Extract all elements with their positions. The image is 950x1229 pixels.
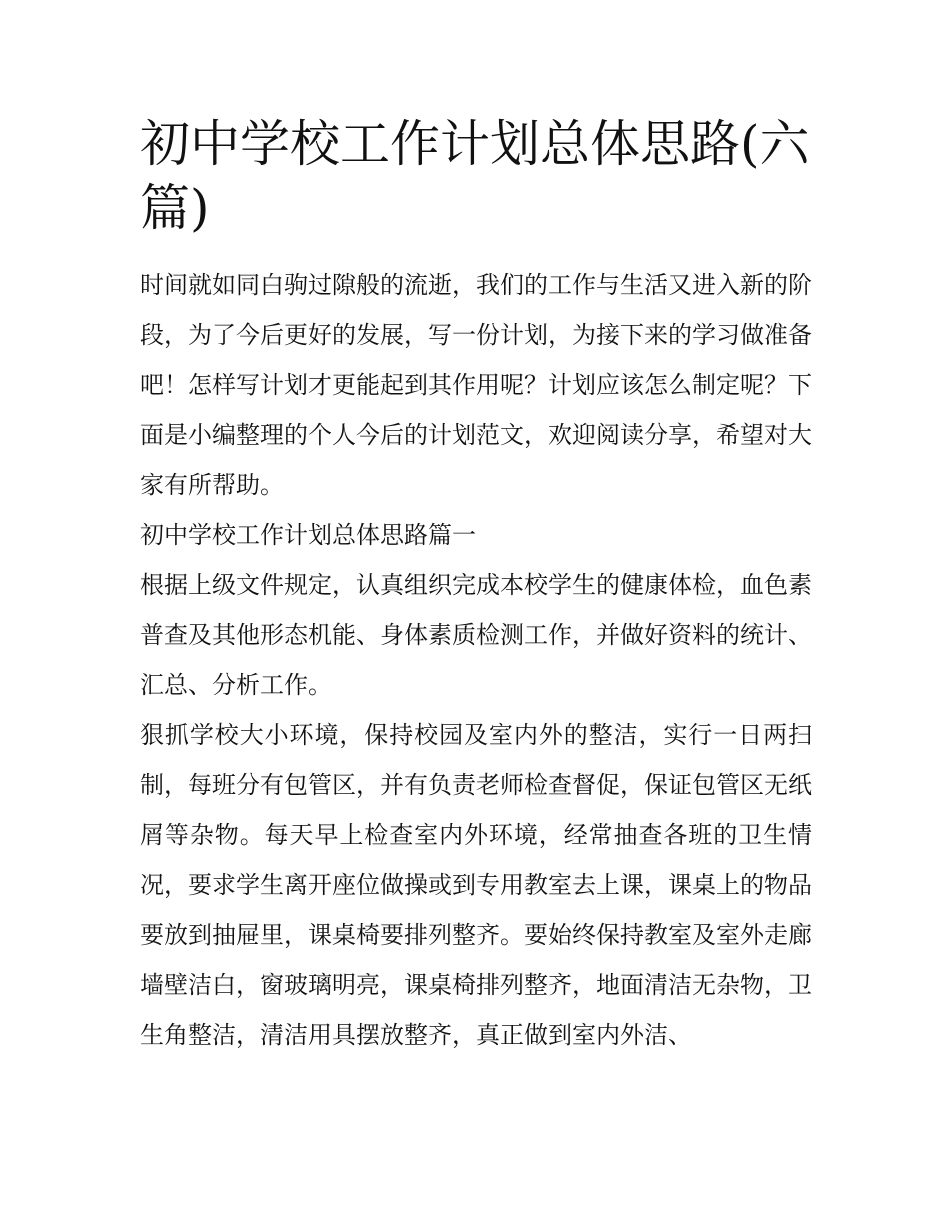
body-paragraph-health-check: 根据上级文件规定，认真组织完成本校学生的健康体检，血色素普查及其他形态机能、身体素质检测工作，并做好资料的统计、汇总、分析工作。 xyxy=(140,571,812,699)
document-title: 初中学校工作计划总体思路(六篇) xyxy=(140,115,810,237)
section-heading: 初中学校工作计划总体思路篇一 xyxy=(140,521,476,549)
document-content xyxy=(140,112,812,1060)
intro-paragraph: 时间就如同白驹过隙般的流逝，我们的工作与生活又进入新的阶段，为了今后更好的发展，写一份计划，为接下来的学习做准备吧！怎样写计划才更能起到其作用呢？计划应该怎么制定呢？下面是小编整理的个人今后的计划范文，欢迎阅读分享，希望对大家有所帮助。 xyxy=(140,271,812,499)
body-paragraph-environment: 狠抓学校大小环境，保持校园及室内外的整洁，实行一日两扫制，每班分有包管区，并有负责老师检查督促，保证包管区无纸屑等杂物。每天早上检查室内外环境，经常抽查各班的卫生情况，要求学生离开座位做操或到专用教室去上课，课桌上的物品要放到抽屉里，课桌椅要排列整齐。要始终保持教室及室外走廊墙壁洁白，窗玻璃明亮，课桌椅排列整齐，地面清洁无杂物，卫生角整洁，清洁用具摆放整齐，真正做到室内外洁、 xyxy=(140,721,812,1049)
